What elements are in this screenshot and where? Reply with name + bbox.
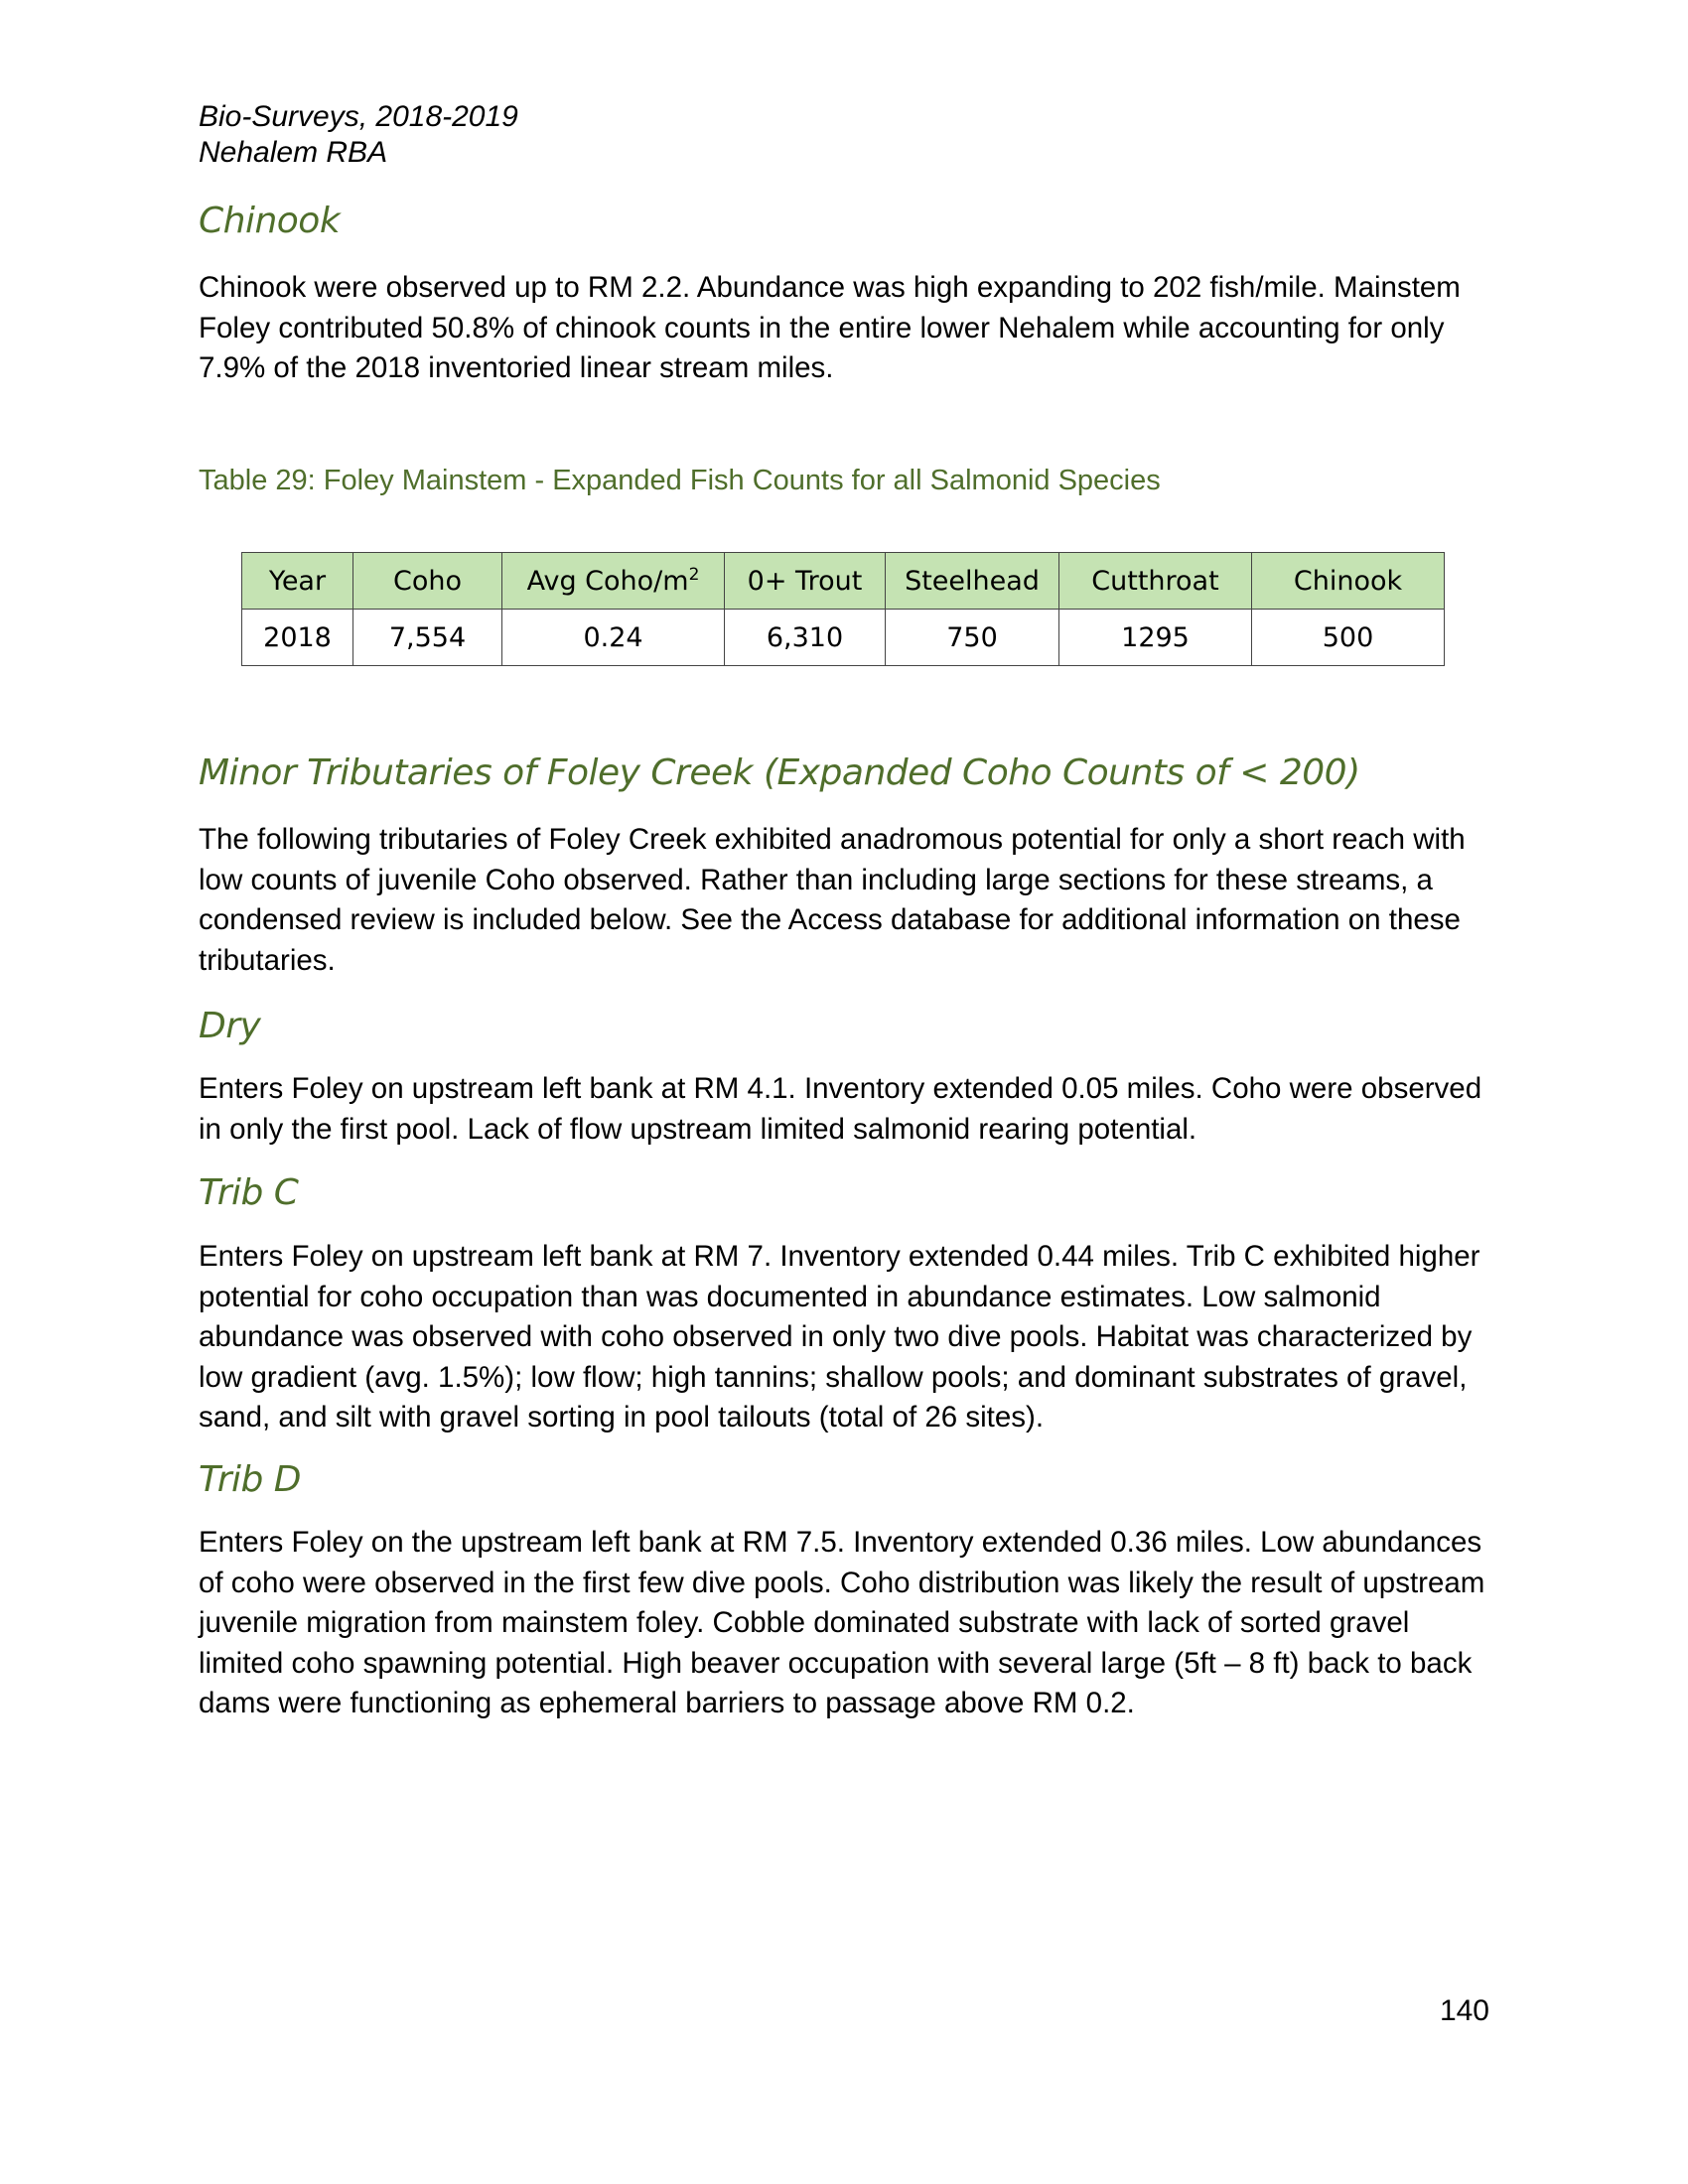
header-avg-coho-label: Avg Coho/m — [526, 565, 689, 597]
cell-cutthroat: 1295 — [1059, 610, 1252, 666]
cell-steelhead: 750 — [886, 610, 1059, 666]
heading-trib-d: Trib D — [199, 1459, 302, 1500]
header-avg-coho-superscript: 2 — [688, 564, 700, 585]
fish-counts-table — [241, 552, 1445, 666]
cell-chinook: 500 — [1252, 610, 1445, 666]
table-header-row — [242, 553, 1445, 610]
cell-year: 2018 — [242, 610, 353, 666]
paragraph-chinook: Chinook were observed up to RM 2.2. Abundance was high expanding to 202 fish/mile. Mainstem Foley contributed 50.8% of chinook counts in the entire lower Nehalem while accounting for only 7.9% of the 2018 inventoried linear stream miles. — [199, 271, 1461, 384]
cell-coho: 7,554 — [353, 610, 502, 666]
paragraph-trib-c: Enters Foley on upstream left bank at RM 7. Inventory extended 0.44 miles. Trib C exhibited higher potential for coho occupation than was documented in abundance estimates. Low salmonid abundance was observed with coho observed in only two dive pools. Habitat was characterized by low gradient (avg. 1.5%); low flow; high tannins; shallow pools; and dominant substrates of gravel, sand, and silt with gravel sorting in pool tailouts (total of 26 sites). — [199, 1240, 1480, 1433]
header-avg-coho — [502, 553, 725, 610]
header-chinook: Chinook — [1252, 553, 1445, 610]
heading-dry: Dry — [199, 1006, 261, 1046]
page-number: 140 — [1439, 1994, 1489, 2027]
cell-trout: 6,310 — [725, 610, 886, 666]
header-report-title: Bio-Surveys, 2018-2019 — [199, 100, 518, 133]
paragraph-dry: Enters Foley on upstream left bank at RM 4.1. Inventory extended 0.05 miles. Coho were observed in only the first pool. Lack of flow upstream limited salmonid rearing potential. — [199, 1072, 1482, 1146]
table-row — [242, 610, 1445, 666]
header-coho: Coho — [353, 553, 502, 610]
paragraph-minor-tributaries: The following tributaries of Foley Creek exhibited anadromous potential for only a short reach with low counts of juvenile Coho observed. Rather than including large sections for these streams, a condensed review is included below. See the Access database for additional information on these tributaries. — [199, 823, 1466, 977]
heading-trib-c: Trib C — [199, 1172, 299, 1213]
paragraph-trib-d: Enters Foley on the upstream left bank at RM 7.5. Inventory extended 0.36 miles. Low abundances of coho were observed in the first few dive pools. Coho distribution was likely the result of upstream juvenile migration from mainstem foley. Cobble dominated substrate with lack of sorted gravel limited coho spawning potential. High beaver occupation with several large (5ft – 8 ft) back to back dams were functioning as ephemeral barriers to passage above RM 0.2. — [199, 1526, 1485, 1719]
header-year: Year — [242, 553, 353, 610]
header-cutthroat: Cutthroat — [1059, 553, 1252, 610]
running-header — [199, 99, 518, 171]
heading-minor-tributaries: Minor Tributaries of Foley Creek (Expanded Coho Counts of < 200) — [199, 752, 1360, 793]
header-basin-name: Nehalem RBA — [199, 136, 388, 169]
cell-avg-coho: 0.24 — [502, 610, 725, 666]
heading-chinook: Chinook — [199, 201, 341, 241]
header-trout: 0+ Trout — [725, 553, 886, 610]
table-caption: Table 29: Foley Mainstem - Expanded Fish Counts for all Salmonid Species — [199, 465, 1161, 496]
header-steelhead: Steelhead — [886, 553, 1059, 610]
